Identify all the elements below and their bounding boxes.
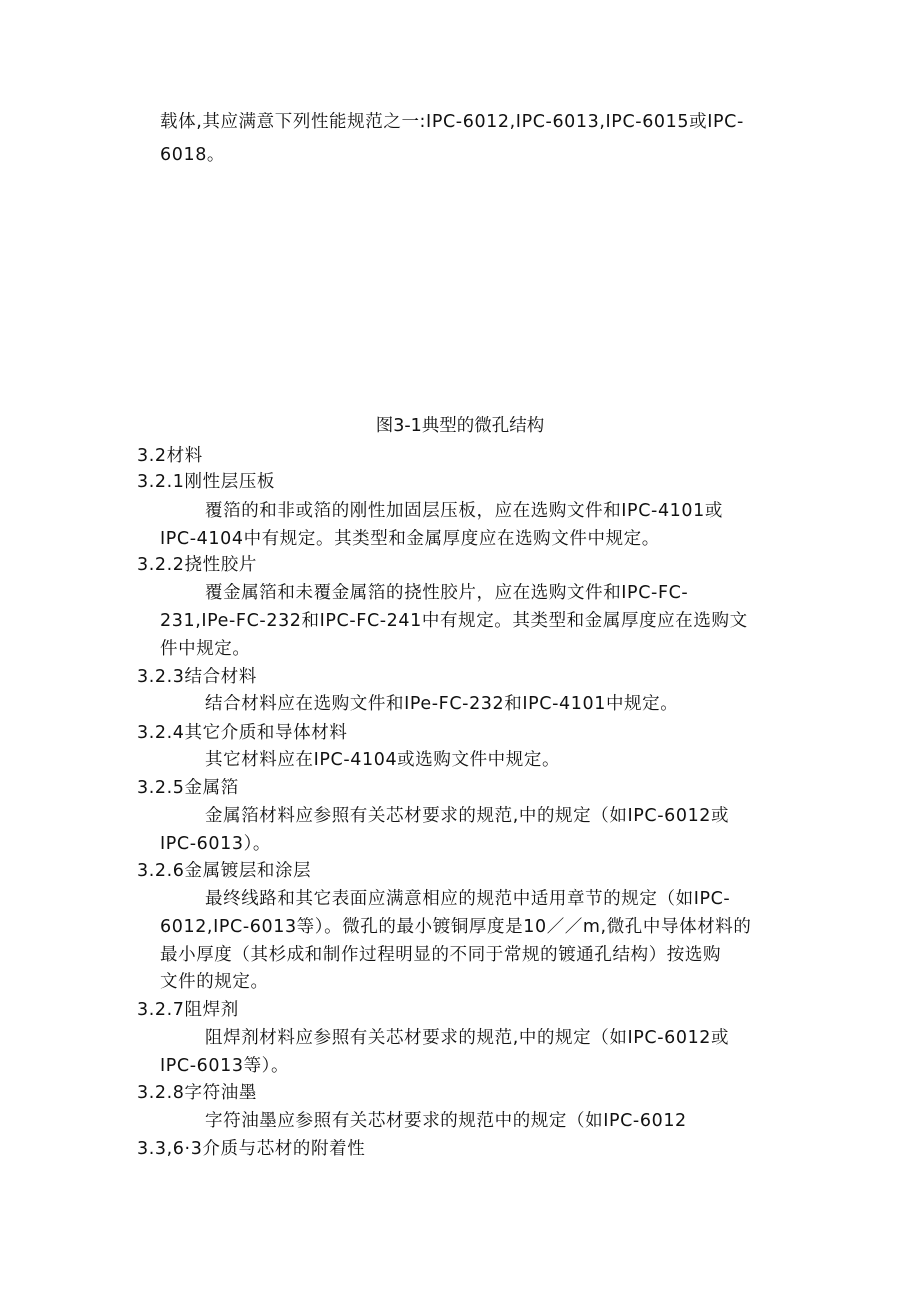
section-heading-3-2-6: 3.2.6金属镀层和涂层 (137, 861, 312, 881)
figure-caption: 图3-1典型的微孔结构 (375, 416, 545, 436)
section-heading-3-3: 3.3,6·3介质与芯材的附着性 (137, 1139, 366, 1159)
figure-placeholder (137, 175, 783, 400)
paragraph-line: 件中规定。 (160, 639, 251, 659)
paragraph-line: 最小厚度（其杉成和制作过程明显的不同于常规的镀通孔结构）按选购 (160, 945, 722, 965)
section-heading-3-2-1: 3.2.1刚性层压板 (137, 472, 276, 492)
paragraph-line: 6012,IPC-6013等）。微孔的最小镀铜厚度是10／／m,微孔中导体材料的 (160, 917, 752, 937)
paragraph-line: 覆箔的和非或箔的刚性加固层压板，应在选购文件和IPC-4101或 (205, 501, 723, 521)
section-heading-3-2-7: 3.2.7阻焊剂 (137, 1000, 239, 1020)
section-heading-3-2: 3.2材料 (137, 446, 203, 466)
paragraph-line: 最终线路和其它表面应满意相应的规范中适用章节的规定（如IPC- (205, 889, 731, 909)
paragraph-line: IPC-6013等）。 (160, 1056, 290, 1076)
intro-line-2: 6018。 (160, 145, 226, 165)
paragraph-line: 字符油墨应参照有关芯材要求的规范中的规定（如IPC-6012 (205, 1111, 687, 1131)
paragraph-line: IPC-6013）。 (160, 834, 272, 854)
paragraph-line: IPC-4104中有规定。其类型和金属厚度应在选购文件中规定。 (160, 529, 660, 549)
paragraph-line: 覆金属箔和未覆金属箔的挠性胶片，应在选购文件和IPC-FC- (205, 583, 689, 603)
section-heading-3-2-5: 3.2.5金属箔 (137, 778, 239, 798)
paragraph-line: 其它材料应在IPC-4104或选购文件中规定。 (205, 750, 561, 770)
intro-line-1: 载体,其应满意下列性能规范之一:IPC-6012,IPC-6013,IPC-6015或IPC- (160, 112, 744, 132)
section-heading-3-2-3: 3.2.3结合材料 (137, 667, 257, 687)
paragraph-line: 结合材料应在选购文件和IPe-FC-232和IPC-4101中规定。 (205, 694, 679, 714)
paragraph-line: 阻焊剂材料应参照有关芯材要求的规范,中的规定（如IPC-6012或 (205, 1028, 730, 1048)
paragraph-line: 文件的规定。 (160, 972, 269, 992)
section-heading-3-2-4: 3.2.4其它介质和导体材料 (137, 723, 348, 743)
paragraph-line: 231,IPe-FC-232和IPC-FC-241中有规定。其类型和金属厚度应在选购文 (160, 611, 748, 631)
section-heading-3-2-8: 3.2.8字符油墨 (137, 1083, 257, 1103)
section-heading-3-2-2: 3.2.2挠性胶片 (137, 555, 257, 575)
paragraph-line: 金属箔材料应参照有关芯材要求的规范,中的规定（如IPC-6012或 (205, 806, 730, 826)
